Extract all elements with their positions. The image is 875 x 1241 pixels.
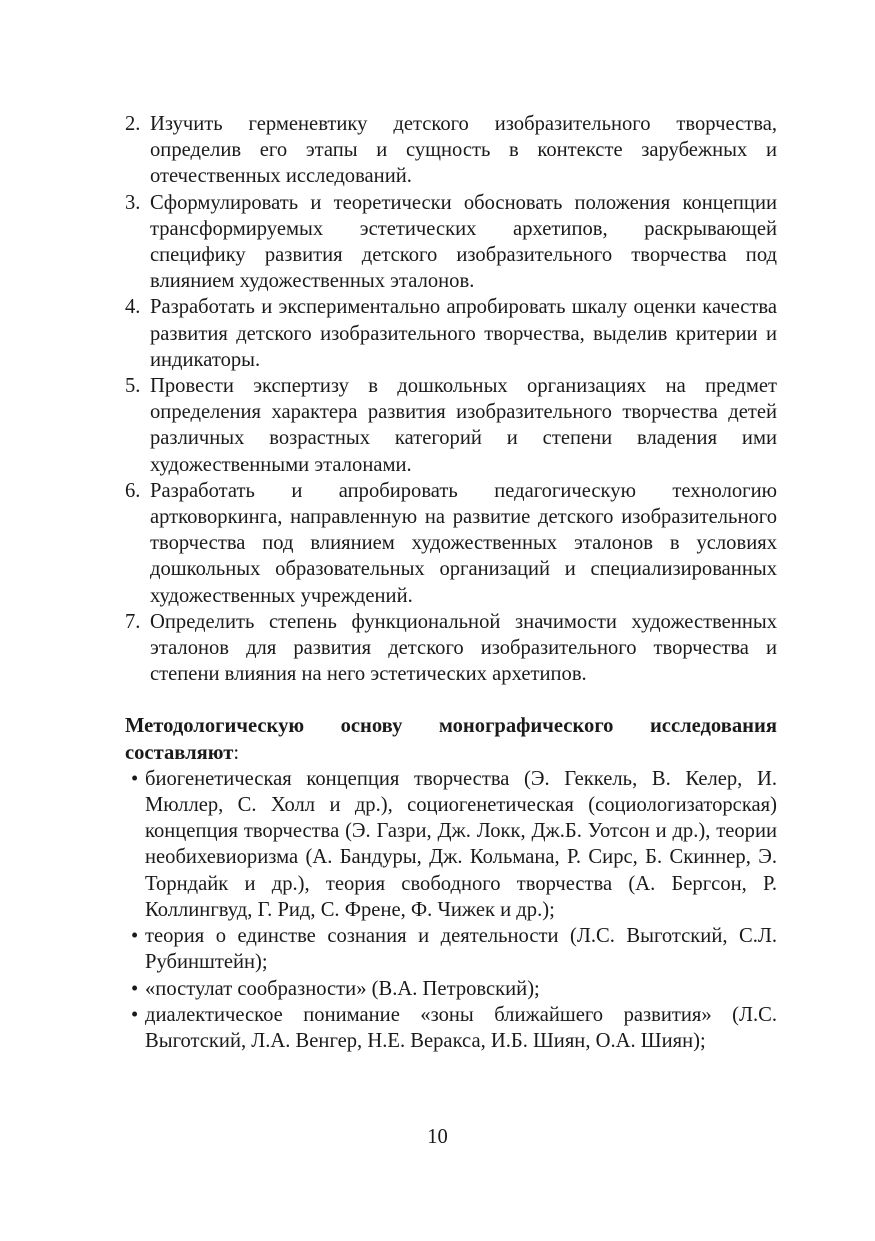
task-text: Изучить герменевтику детского изобразительного творчества, определив его этапы и сущность в контексте зарубежных и отечественных исследований. — [150, 113, 777, 188]
page-content — [125, 111, 777, 1054]
list-item-text: «постулат сообразности» (В.А. Петровский); — [145, 977, 540, 1000]
task-number: 7. — [125, 610, 141, 633]
task-number: 4. — [125, 296, 141, 319]
list-item — [131, 976, 777, 1002]
methodology-list — [125, 766, 777, 1054]
task-item-2 — [125, 111, 777, 190]
page-number: 10 — [427, 1126, 448, 1148]
bullet-marker: • — [131, 767, 139, 790]
task-item-6 — [125, 478, 777, 609]
task-item-4 — [125, 294, 777, 373]
task-text: Сформулировать и теоретически обосновать положения концепции трансформируемых эстетических архетипов, раскрывающей специфику развития детского изобразительного творчества под влиянием художественных эталонов. — [150, 191, 777, 293]
bullet-marker: • — [131, 1003, 139, 1026]
list-item-text: диалектическое понимание «зоны ближайшего развития» (Л.С. Выготский, Л.А. Венгер, Н.Е. Веракса, И.Б. Шиян, О.А. Шиян); — [145, 1003, 777, 1052]
methodology-paragraph — [125, 713, 777, 765]
list-item — [131, 923, 777, 975]
task-number: 5. — [125, 375, 141, 398]
research-tasks-list — [125, 111, 777, 687]
task-text: Определить степень функциональной значимости художественных эталонов для развития детского изобразительного творчества и степени влияния на него эстетических архетипов. — [150, 610, 777, 686]
methodology-heading: Методологическую основу монографического исследования составляют — [125, 715, 777, 764]
list-item-text: теория о единстве сознания и деятельности (Л.С. Выготский, С.Л. Рубинштейн); — [145, 925, 777, 974]
list-item — [131, 766, 777, 923]
task-item-5 — [125, 373, 777, 478]
task-number: 3. — [125, 191, 141, 214]
list-item-text: биогенетическая концепция творчества (Э. Геккель, В. Келер, И. Мюллер, С. Холл и др.), социогенетическая (социологизаторская) концепция творчества (Э. Газри, Дж. Локк, Дж.Б. Уотсон и др.), теории необихевиоризма (А. Бандуры, Дж. Кольмана, Р. Сирс, Б. Скиннер, Э. Торндайк и др.), теория свободного творчества (А. Бергсон, Р. Коллингвуд, Г. Рид, С. Френе, Ф. Чижек и др.); — [145, 767, 777, 921]
methodology-colon: : — [233, 741, 240, 764]
task-text: Разработать и апробировать педагогическую технологию артковоркинга, направленную на развитие детского изобразительного творчества под влиянием художественных эталонов в условиях дошкольных образовательных организаций и специализированных художественных учреждений. — [150, 479, 777, 607]
task-text: Разработать и экспериментально апробировать шкалу оценки качества развития детского изобразительного творчества, выделив критерии и индикаторы. — [150, 296, 777, 371]
bullet-marker: • — [131, 925, 139, 948]
bullet-marker: • — [131, 977, 139, 1000]
task-item-7 — [125, 609, 777, 688]
task-number: 2. — [125, 113, 141, 135]
task-item-3 — [125, 190, 777, 295]
task-number: 6. — [125, 479, 141, 502]
task-text: Провести экспертизу в дошкольных организациях на предмет определения характера развития изобразительного творчества детей различных возрастных категорий и степени владения ими художественными эталонами. — [150, 375, 777, 476]
list-item — [131, 1002, 777, 1054]
